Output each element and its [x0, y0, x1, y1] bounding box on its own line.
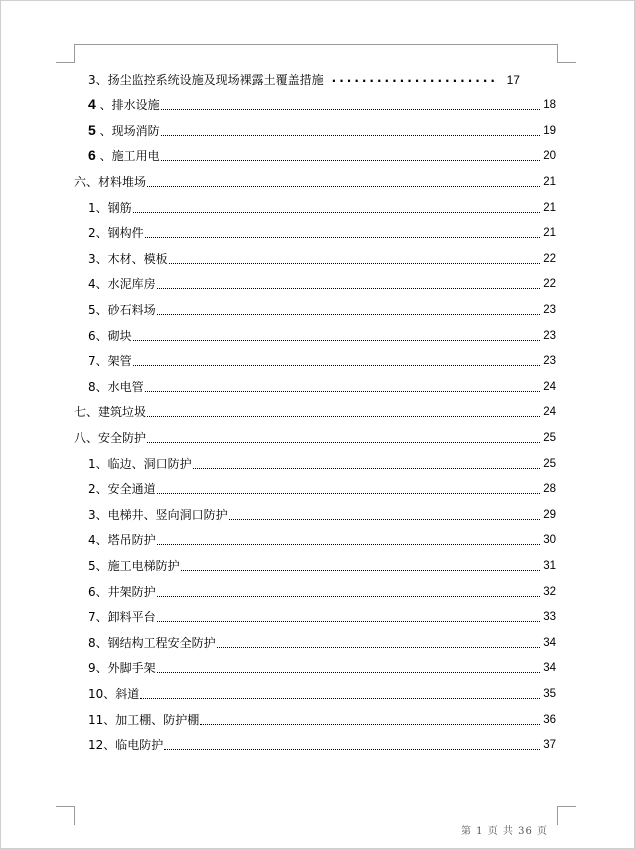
toc-leader-dots — [133, 339, 540, 341]
toc-entry-page-number: 28 — [543, 483, 556, 496]
toc-entry-label: 六、材料堆场 — [74, 174, 147, 189]
toc-leader-dots — [157, 313, 540, 315]
toc-entry[interactable] — [0, 88, 635, 114]
toc-entry[interactable] — [0, 497, 635, 523]
toc-entry-label: 七、建筑垃圾 — [74, 405, 147, 420]
toc-leader-dots — [157, 492, 540, 494]
toc-entry[interactable] — [0, 472, 635, 498]
toc-entry[interactable] — [0, 600, 635, 626]
toc-leader-dots — [169, 262, 540, 264]
toc-leader-dots — [161, 108, 540, 110]
toc-entry-label: 2、钢构件 — [88, 226, 144, 241]
toc-leader-dots — [217, 646, 540, 648]
toc-entry-page-number: 18 — [543, 99, 556, 112]
toc-leader-dots — [145, 390, 540, 392]
toc-entry-page-number: 24 — [543, 380, 556, 393]
toc-entry-page-number: 23 — [543, 329, 556, 342]
toc-entry-label: 12、临电防护 — [88, 738, 164, 753]
toc-entry-label: 8、水电管 — [88, 379, 144, 394]
toc-leader-dots — [157, 620, 540, 622]
toc-entry-page-number: 34 — [543, 662, 556, 675]
toc-entry-label: 4 、排水设施 — [88, 96, 160, 113]
toc-entry-label: 5 、现场消防 — [88, 121, 160, 138]
toc-entry-label: 6 、施工用电 — [88, 147, 160, 164]
toc-leader-dots — [157, 287, 540, 289]
toc-entry-page-number: 25 — [543, 431, 556, 444]
toc-leader-dots — [161, 134, 540, 136]
toc-entry[interactable] — [0, 446, 635, 472]
toc-entry[interactable] — [0, 292, 635, 318]
toc-entry-page-number: 21 — [543, 201, 556, 214]
toc-entry-label: 3、扬尘监控系统设施及现场裸露土覆盖措施 — [88, 72, 324, 87]
toc-entry-page-number: 21 — [543, 227, 556, 240]
toc-entry-page-number: 17 — [506, 72, 520, 87]
toc-entry-page-number: 20 — [543, 150, 556, 163]
toc-entry-label: 1、临边、洞口防护 — [88, 456, 192, 471]
toc-entry-label: 5、砂石料场 — [88, 302, 156, 317]
toc-leader-dots — [133, 211, 540, 213]
toc-entry[interactable] — [0, 241, 635, 267]
toc-entry-label: 3、木材、模板 — [88, 251, 168, 266]
toc-leader-dots — [157, 671, 540, 673]
toc-entry-label: 3、电梯井、竖向洞口防护 — [88, 507, 228, 522]
toc-entry-page-number: 31 — [543, 559, 556, 572]
toc-entry-page-number: 23 — [543, 355, 556, 368]
toc-entry-label: 6、井架防护 — [88, 584, 156, 599]
toc-entry-page-number: 23 — [543, 303, 556, 316]
toc-entry-label: 11、加工棚、防护棚 — [88, 712, 200, 727]
toc-leader-dots — [157, 595, 540, 597]
toc-entry-label: 9、外脚手架 — [88, 661, 156, 676]
toc-leader-dots — [164, 748, 540, 750]
toc-entry-page-number: 36 — [543, 713, 556, 726]
toc-entry[interactable] — [0, 190, 635, 216]
toc-entry[interactable] — [0, 625, 635, 651]
toc-leader-dots — [229, 518, 540, 520]
toc-entry-label: 2、安全通道 — [88, 482, 156, 497]
toc-entry-label: 1、钢筋 — [88, 200, 132, 215]
toc-entry[interactable] — [0, 318, 635, 344]
toc-entry[interactable] — [0, 728, 635, 754]
toc-entry[interactable] — [0, 702, 635, 728]
toc-entry-label: 八、安全防护 — [74, 430, 147, 445]
toc-entry-page-number: 32 — [543, 585, 556, 598]
toc-leader-dots — [147, 415, 540, 417]
corner-mark-top-right — [557, 44, 576, 63]
toc-entry-label: 4、塔吊防护 — [88, 533, 156, 548]
toc-entry-page-number: 24 — [543, 406, 556, 419]
corner-mark-top-left — [56, 44, 75, 63]
toc-entry-page-number: 35 — [543, 687, 556, 700]
toc-entry[interactable] — [0, 548, 635, 574]
page-footer: 第 1 页 共 36 页 — [461, 826, 548, 837]
toc-entry[interactable] — [0, 267, 635, 293]
toc-entry-page-number: 29 — [543, 508, 556, 521]
toc-entry[interactable] — [0, 113, 635, 139]
toc-entry-page-number: 21 — [543, 175, 556, 188]
toc-entry-label: 6、砌块 — [88, 328, 132, 343]
toc-entry[interactable] — [0, 344, 635, 370]
toc-leader-dots: ...................... — [331, 70, 498, 85]
toc-entry-page-number: 33 — [543, 611, 556, 624]
corner-mark-bottom-right — [557, 806, 576, 825]
toc-entry[interactable] — [0, 420, 635, 446]
toc-entry-page-number: 22 — [543, 278, 556, 291]
toc-leader-dots — [147, 185, 540, 187]
toc-leader-dots — [145, 236, 540, 238]
toc-entry-page-number: 30 — [543, 534, 556, 547]
toc-leader-dots — [200, 723, 540, 725]
toc-leader-dots — [157, 543, 540, 545]
toc-leader-dots — [161, 159, 540, 161]
toc-entry-page-number: 37 — [543, 739, 556, 752]
toc-entry-page-number: 34 — [543, 636, 556, 649]
toc-leader-dots — [193, 467, 540, 469]
toc-entry-label: 5、施工电梯防护 — [88, 558, 180, 573]
toc-entry[interactable] — [0, 651, 635, 677]
toc-leader-dots — [133, 364, 540, 366]
toc-entry[interactable] — [0, 164, 635, 190]
toc-leader-dots — [147, 441, 540, 443]
header-line — [74, 44, 557, 45]
toc-entry-label: 10、斜道 — [88, 686, 140, 701]
toc-entry[interactable] — [0, 574, 635, 600]
toc-entry-label: 4、水泥库房 — [88, 277, 156, 292]
toc-entry[interactable] — [0, 676, 635, 702]
toc-entry-page-number: 19 — [543, 124, 556, 137]
toc-leader-dots — [140, 697, 540, 699]
toc-leader-dots — [181, 569, 540, 571]
toc-entry-label: 7、架管 — [88, 354, 132, 369]
toc-entry[interactable] — [0, 139, 635, 165]
toc-entry-label: 7、卸料平台 — [88, 610, 156, 625]
toc-entry[interactable] — [0, 523, 635, 549]
toc-entry-page-number: 25 — [543, 457, 556, 470]
toc-entry-label: 8、钢结构工程安全防护 — [88, 635, 216, 650]
toc-entry[interactable] — [0, 216, 635, 242]
toc-entry[interactable] — [0, 369, 635, 395]
toc-entry-page-number: 22 — [543, 252, 556, 265]
toc-entry[interactable] — [0, 62, 635, 88]
toc-entry[interactable] — [0, 395, 635, 421]
corner-mark-bottom-left — [56, 806, 75, 825]
